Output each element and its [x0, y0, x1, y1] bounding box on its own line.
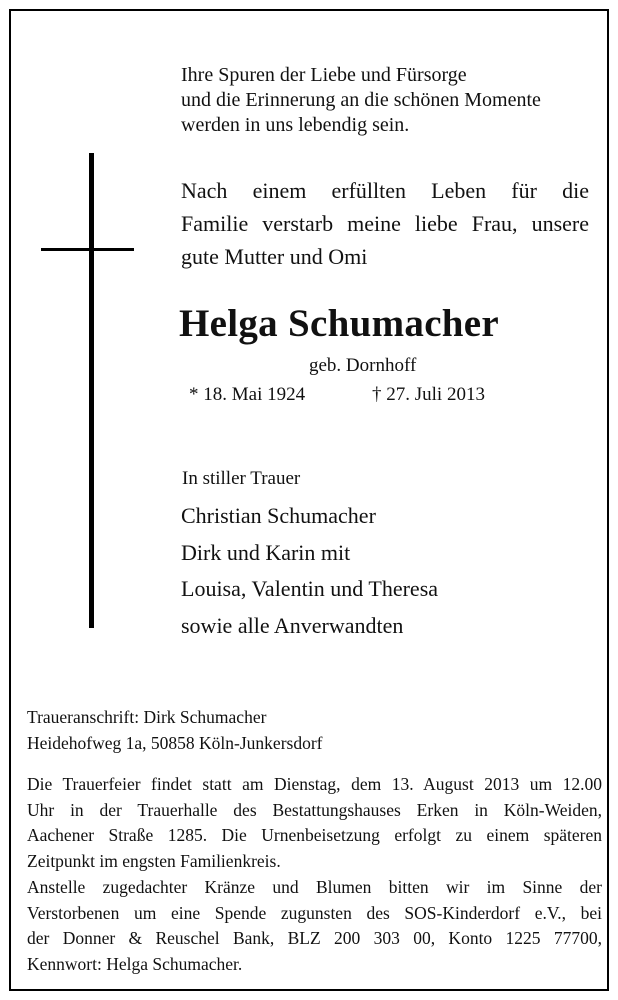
announcement-line: gute Mutter und Omi	[181, 244, 368, 269]
birth-name: geb. Dornhoff	[309, 355, 417, 376]
mourning-label: In stiller Trauer	[182, 468, 301, 489]
intro-line: werden in uns lebendig sein.	[181, 114, 410, 136]
ceremony-line: Die Trauerfeier findet statt am Dienstag, dem 13. August 2013 um 12.00	[27, 774, 602, 794]
announcement-line: Familie verstarb meine liebe Frau, unsere	[181, 211, 589, 236]
cross-icon	[89, 153, 94, 628]
cross-icon-crossbar	[41, 248, 134, 251]
donation-paragraph	[27, 875, 602, 977]
address-line: Traueranschrift: Dirk Schumacher	[27, 707, 267, 727]
announcement-line: Nach einem erfüllten Leben für die	[181, 178, 589, 203]
ceremony-line: Zeitpunkt im engsten Familienkreis.	[27, 850, 281, 871]
ceremony-line: Uhr in der Trauerhalle des Bestattungshauses Erken in Köln-Weiden,	[27, 799, 602, 820]
mourning-address	[27, 704, 322, 756]
ceremony-paragraph	[27, 772, 602, 874]
life-dates	[189, 383, 485, 407]
deceased-name: Helga Schumacher	[179, 302, 500, 345]
ceremony-line: Aachener Straße 1285. Die Urnenbeisetzung erfolgt zu einem späteren	[27, 825, 602, 845]
death-date: † 27. Juli 2013	[372, 384, 485, 405]
mourners-list	[181, 498, 438, 644]
intro-line: und die Erinnerung an die schönen Momente	[181, 89, 541, 111]
death-announcement	[181, 174, 589, 273]
mourner-line: Louisa, Valentin und Theresa	[181, 576, 439, 601]
intro-line: Ihre Spuren der Liebe und Fürsorge	[181, 64, 467, 86]
intro-verse	[181, 63, 601, 138]
obituary-notice	[9, 9, 609, 991]
donation-line: Anstelle zugedachter Kränze und Blumen bitten wir im Sinne der	[27, 877, 602, 897]
birth-date: * 18. Mai 1924	[189, 384, 306, 405]
address-line: Heidehofweg 1a, 50858 Köln-Junkersdorf	[27, 733, 323, 753]
donation-line: Kennwort: Helga Schumacher.	[27, 953, 243, 974]
mourner-line: Christian Schumacher	[181, 503, 376, 528]
donation-line: der Donner & Reuschel Bank, BLZ 200 303 00, Konto 1225 77700,	[27, 928, 602, 948]
mourner-line: Dirk und Karin mit	[181, 539, 351, 565]
donation-line: Verstorbenen um eine Spende zugunsten des SOS-Kinderdorf e.V., bei	[27, 902, 602, 923]
mourner-line: sowie alle Anverwandten	[181, 612, 404, 638]
